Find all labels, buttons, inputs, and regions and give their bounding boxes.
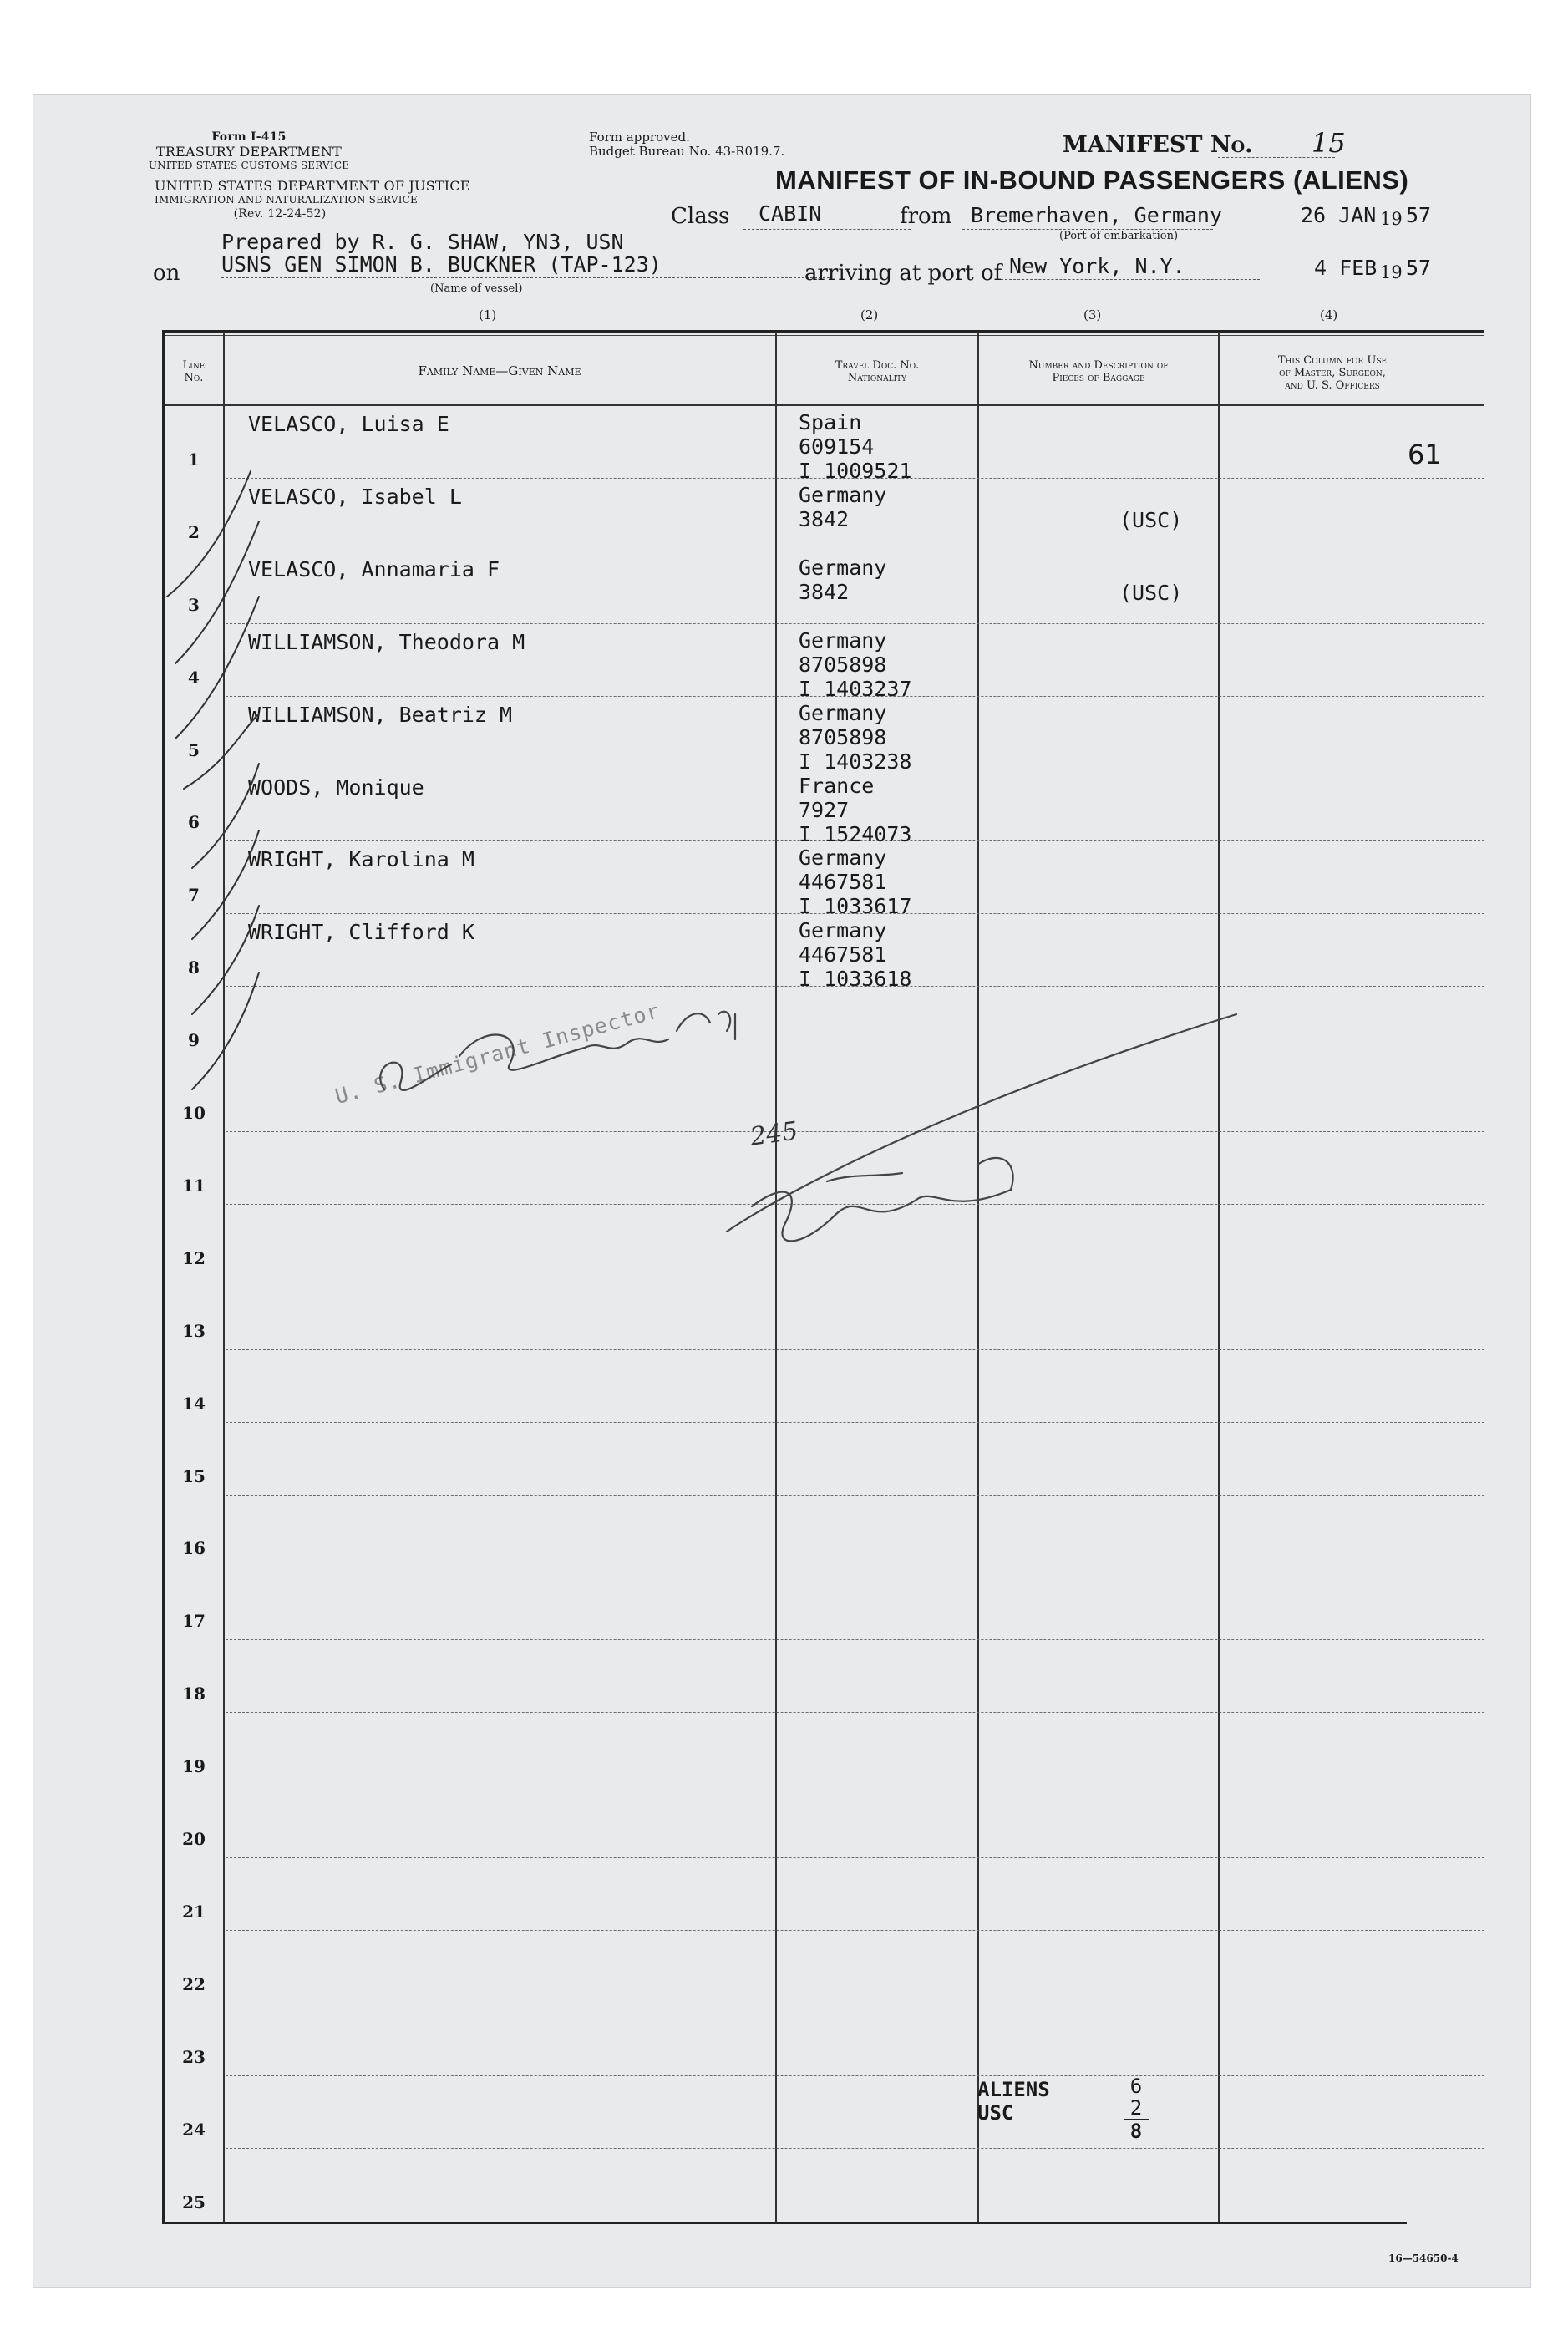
row-rule (226, 1712, 1484, 1713)
handwritten-code: 245 (748, 1116, 800, 1152)
row-number: 9 (188, 1030, 200, 1051)
arrive-century: 19 (1380, 262, 1403, 282)
row-number: 8 (188, 957, 200, 978)
vessel-caption: (Name of vessel) (430, 282, 523, 295)
table-top-rule-2 (162, 335, 1484, 336)
hdr-line-no-2: No. (184, 372, 204, 384)
class-value: CABIN (759, 201, 822, 226)
travel-doc-cell (799, 410, 911, 483)
alien-reg-no: I 1033617 (799, 894, 912, 919)
row-rule (226, 1857, 1484, 1858)
travel-doc-no: 4467581 (799, 870, 887, 895)
arrival-underline (1001, 279, 1260, 280)
row-number: 2 (188, 521, 200, 542)
port-embark-caption: (Port of embarkation) (1059, 230, 1179, 242)
totals-values (1124, 2075, 1149, 2142)
row-number: 16 (182, 1538, 206, 1559)
approval-block (589, 130, 784, 159)
hdr-travel-doc (777, 359, 977, 384)
passenger-name: WOODS, Monique (248, 774, 424, 800)
row-rule (226, 1639, 1484, 1640)
travel-doc-no: 7927 (799, 797, 850, 822)
travel-doc-cell (799, 774, 911, 846)
alien-reg-no: I 1009521 (799, 459, 912, 483)
hdr-officers (1220, 354, 1445, 392)
row-number: 1 (188, 449, 200, 470)
row-rule (226, 2148, 1484, 2149)
row-number: 22 (182, 1973, 206, 1994)
revision: (Rev. 12-24-52) (233, 207, 327, 221)
aliens-label: ALIENS (977, 2078, 1050, 2101)
passenger-name: WRIGHT, Karolina M (248, 847, 474, 872)
alien-reg-no: I 1033618 (799, 967, 912, 992)
justice-dept: UNITED STATES DEPARTMENT OF JUSTICE (155, 178, 470, 194)
row-rule (226, 623, 1484, 624)
customs-service: UNITED STATES CUSTOMS SERVICE (148, 160, 350, 171)
travel-doc-no: 8705898 (799, 652, 887, 677)
row-number: 10 (182, 1103, 206, 1123)
officer-note: 61 (1408, 439, 1442, 470)
passenger-name: WILLIAMSON, Beatriz M (248, 702, 513, 727)
passenger-name: WILLIAMSON, Theodora M (248, 629, 525, 654)
on-label: on (153, 261, 180, 286)
row-number: 19 (182, 1756, 206, 1777)
manifest-sheet (33, 95, 1530, 2287)
usc-label: USC (977, 2101, 1014, 2125)
row-number: 11 (182, 1175, 206, 1196)
depart-day: 26 JAN (1301, 203, 1377, 227)
depart-year: 57 (1406, 203, 1432, 227)
from-label: from (900, 204, 952, 229)
row-rule (226, 2075, 1484, 2076)
hdr-baggage-1: Number and Description of (1028, 359, 1169, 372)
travel-doc-no: 3842 (799, 506, 850, 531)
row-number: 20 (182, 1829, 206, 1849)
arrive-year: 57 (1406, 256, 1432, 280)
hdr-officers-1: This Column for Use (1277, 354, 1388, 367)
travel-doc-no: 609154 (799, 434, 875, 459)
prepared-by: Prepared by R. G. SHAW, YN3, USN (221, 230, 624, 254)
hdr-baggage (979, 359, 1218, 384)
nationality: Germany (799, 700, 887, 725)
row-rule (226, 1930, 1484, 1931)
hdr-line-no (165, 359, 222, 384)
totals-labels (977, 2078, 1050, 2125)
usc-count: 2 (1124, 2097, 1149, 2120)
from-value: Bremerhaven, Germany (971, 203, 1223, 227)
row-number: 3 (188, 594, 200, 615)
nationality: Germany (799, 918, 887, 943)
ins-service: IMMIGRATION AND NATURALIZATION SERVICE (155, 194, 419, 206)
hdr-baggage-2: Pieces of Baggage (1052, 372, 1145, 384)
vessel-name: USNS GEN SIMON B. BUCKNER (TAP-123) (221, 252, 662, 277)
row-number: 4 (188, 667, 200, 688)
nationality: France (799, 773, 875, 798)
col-num-1: (1) (479, 307, 497, 322)
hdr-officers-3: and U. S. Officers (1285, 379, 1380, 392)
row-number: 17 (182, 1611, 206, 1632)
table-top-rule (162, 330, 1484, 333)
nationality: Spain (799, 410, 862, 434)
row-number: 24 (182, 2119, 206, 2140)
travel-doc-cell (799, 628, 911, 701)
header-bottom-rule (165, 404, 1484, 406)
row-number: 25 (182, 2191, 206, 2212)
row-number: 15 (182, 1465, 206, 1486)
hdr-line-no-1: Line (182, 359, 206, 372)
arrive-day: 4 FEB (1314, 256, 1378, 280)
total-count: 8 (1129, 2120, 1143, 2143)
row-number: 5 (188, 739, 200, 760)
class-label: Class (671, 204, 730, 229)
row-rule (226, 1495, 1484, 1496)
arrival-port: New York, N.Y. (1009, 254, 1185, 278)
travel-doc-no: 4467581 (799, 942, 887, 967)
col-num-3: (3) (1083, 307, 1102, 322)
travel-doc-cell (799, 483, 886, 531)
row-number: 23 (182, 2046, 206, 2067)
row-rule (226, 1349, 1484, 1350)
row-number: 21 (182, 1901, 206, 1922)
inspector-signature-icon (334, 964, 1295, 1315)
row-number: 18 (182, 1684, 206, 1704)
hdr-family-name: Family Name—Given Name (418, 363, 581, 378)
passenger-name: VELASCO, Luisa E (248, 412, 449, 436)
manifest-title: MANIFEST OF IN-BOUND PASSENGERS (ALIENS) (775, 165, 1409, 195)
row-number: 14 (182, 1393, 206, 1414)
travel-doc-cell (799, 556, 886, 604)
travel-doc-cell (799, 701, 911, 774)
nationality: Germany (799, 627, 887, 653)
nationality: Germany (799, 846, 887, 871)
alien-reg-no: I 1524073 (799, 821, 912, 846)
travel-doc-no: 8705898 (799, 724, 887, 749)
manifest-no-value: 15 (1312, 127, 1346, 159)
passenger-name: WRIGHT, Clifford K (248, 920, 474, 945)
baggage-note: (USC) (1119, 507, 1183, 532)
row-rule (226, 1422, 1484, 1423)
vessel-underline (221, 277, 830, 278)
nationality: Germany (799, 555, 887, 580)
arriving-label: arriving at port of (804, 261, 1002, 286)
hdr-travel-doc-2: Nationality (847, 372, 907, 384)
travel-doc-cell (799, 846, 911, 918)
row-number: 7 (188, 885, 200, 906)
row-number: 13 (182, 1320, 206, 1341)
nationality: Germany (799, 482, 887, 507)
alien-reg-no: I 1403237 (799, 676, 912, 701)
justice-block (155, 178, 470, 221)
row-number: 12 (182, 1247, 206, 1268)
baggage-note: (USC) (1119, 580, 1183, 605)
travel-doc-no: 3842 (799, 579, 850, 604)
treasury-dept: TREASURY DEPARTMENT (156, 144, 342, 160)
manifest-no-label: MANIFEST No. (1063, 132, 1253, 158)
class-underline (743, 229, 911, 230)
inspector-stamp: U. S. Immigrant Inspector (332, 998, 663, 1110)
passenger-name: VELASCO, Annamaria F (248, 556, 500, 581)
passenger-name: VELASCO, Isabel L (248, 484, 462, 509)
hdr-officers-2: of Master, Surgeon, (1279, 367, 1386, 379)
depart-century: 19 (1380, 209, 1403, 229)
check-marks-icon (159, 413, 292, 1131)
form-approved: Form approved. (589, 130, 690, 145)
hdr-travel-doc-1: Travel Doc. No. (835, 359, 920, 372)
col-num-4: (4) (1320, 307, 1338, 322)
budget-bureau: Budget Bureau No. 43-R019.7. (589, 144, 785, 159)
form-header-left (140, 130, 358, 173)
form-number: Form I-415 (211, 130, 287, 144)
aliens-count: 6 (1129, 2075, 1143, 2098)
row-number: 6 (188, 812, 200, 833)
col-num-2: (2) (860, 307, 879, 322)
alien-reg-no: I 1403238 (799, 749, 912, 774)
table-bottom-rule (162, 2222, 1407, 2224)
footer-code: 16—54650-4 (1388, 2252, 1459, 2264)
